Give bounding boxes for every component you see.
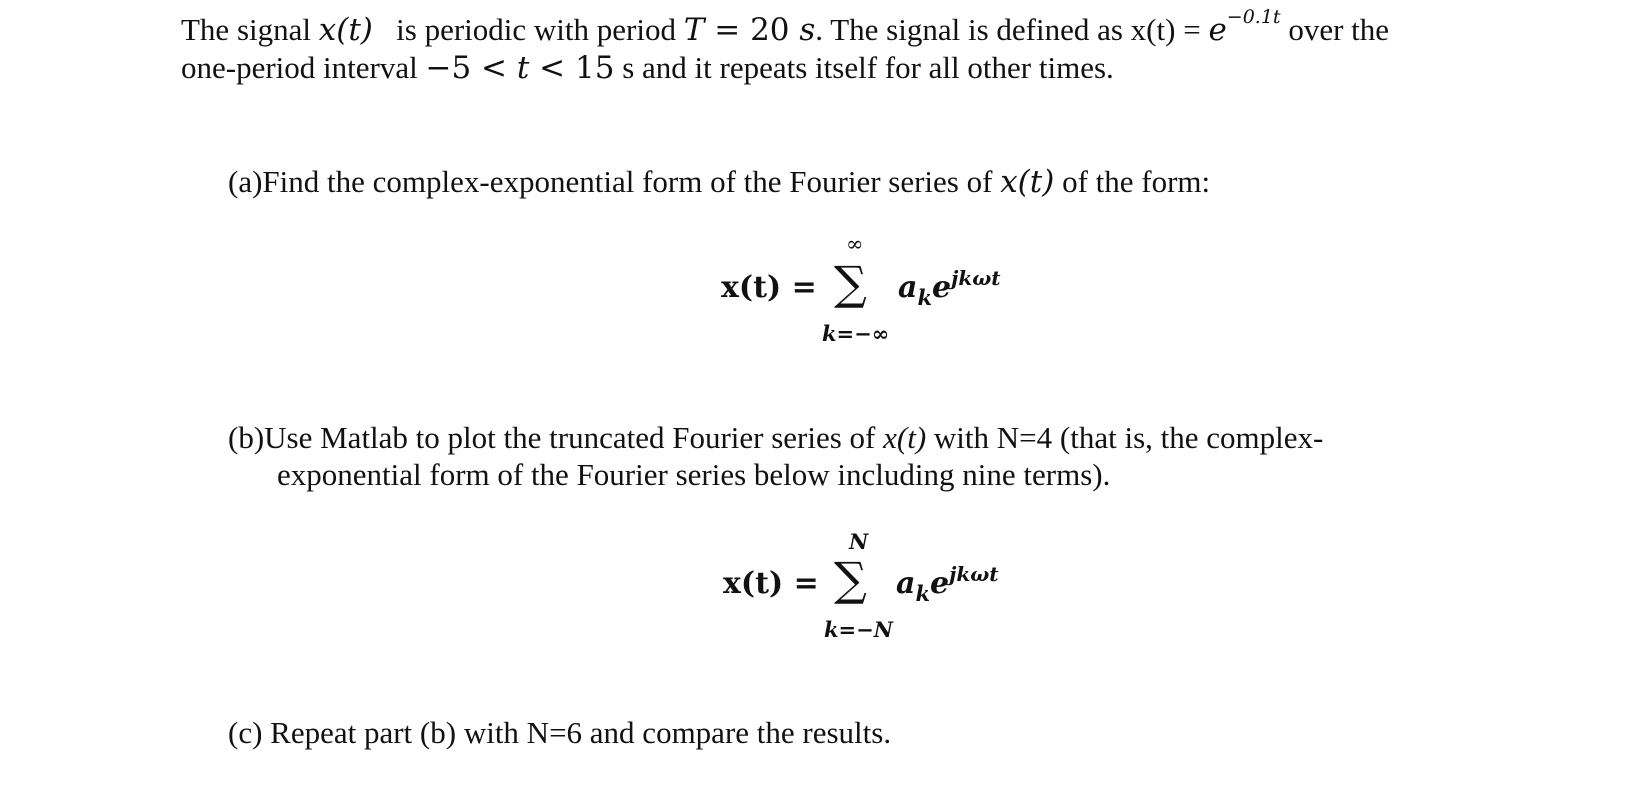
- sum-lower-limit: k=−∞: [822, 321, 890, 346]
- intro-text: is periodic with period: [372, 12, 684, 47]
- intro-text: one-period interval: [181, 50, 426, 85]
- part-a-prefix: (a): [228, 164, 263, 199]
- exponential-base: e: [932, 270, 952, 305]
- intro-text: s and it repeats itself for all other times.: [614, 50, 1114, 85]
- exponential-power: jkωt: [949, 562, 999, 586]
- part-b-text: exponential form of the Fourier series below including nine terms).: [277, 457, 1111, 492]
- part-b-text: with N=4 (that is, the complex-: [926, 420, 1324, 455]
- signal-symbol: x(t): [318, 12, 373, 48]
- exponential-power: jkωt: [951, 266, 1001, 290]
- coefficient: a: [896, 566, 916, 601]
- series-term: [896, 562, 999, 606]
- part-b-text: Use Matlab to plot the truncated Fourier series of: [264, 420, 884, 455]
- intro-text: The signal: [181, 12, 319, 47]
- unit-symbol: s: [799, 12, 816, 48]
- time-symbol: t: [516, 50, 530, 86]
- coefficient-subscript: k: [917, 285, 933, 310]
- exp-power: −0.1t: [1226, 6, 1281, 28]
- part-c-prefix: (c): [228, 715, 263, 750]
- signal-symbol: x(t): [1000, 164, 1055, 200]
- part-c-text: Repeat part (b) with N=6 and compare the results.: [262, 715, 892, 750]
- part-a-text: Find the complex-exponential form of the Fourier series of: [262, 164, 1001, 199]
- intro-text: . The signal is defined as x(t) =: [815, 12, 1209, 47]
- summation-symbol: ∑: [834, 256, 867, 310]
- period-symbol: T: [683, 12, 705, 48]
- part-c-question: [228, 717, 891, 748]
- period-value: = 20: [704, 12, 800, 48]
- interval-upper: < 15: [529, 50, 615, 86]
- exp-base: e: [1208, 12, 1227, 48]
- sum-upper-limit: N: [849, 529, 869, 554]
- equation-lhs: x(t) =: [721, 270, 817, 305]
- signal-symbol: x(t): [883, 420, 927, 455]
- summation-symbol: ∑: [834, 552, 867, 606]
- sum-lower-limit: k=−N: [824, 617, 893, 642]
- coefficient-subscript: k: [915, 581, 931, 606]
- intro-text: over the: [1280, 12, 1390, 47]
- interval-lower: −5 <: [425, 50, 517, 86]
- coefficient: a: [898, 270, 918, 305]
- exponential-base: e: [930, 566, 950, 601]
- part-a-text: of the form:: [1054, 164, 1211, 199]
- equation-lhs: x(t) =: [723, 566, 819, 601]
- part-b-prefix: (b): [228, 420, 265, 455]
- sum-upper-limit: ∞: [846, 232, 864, 256]
